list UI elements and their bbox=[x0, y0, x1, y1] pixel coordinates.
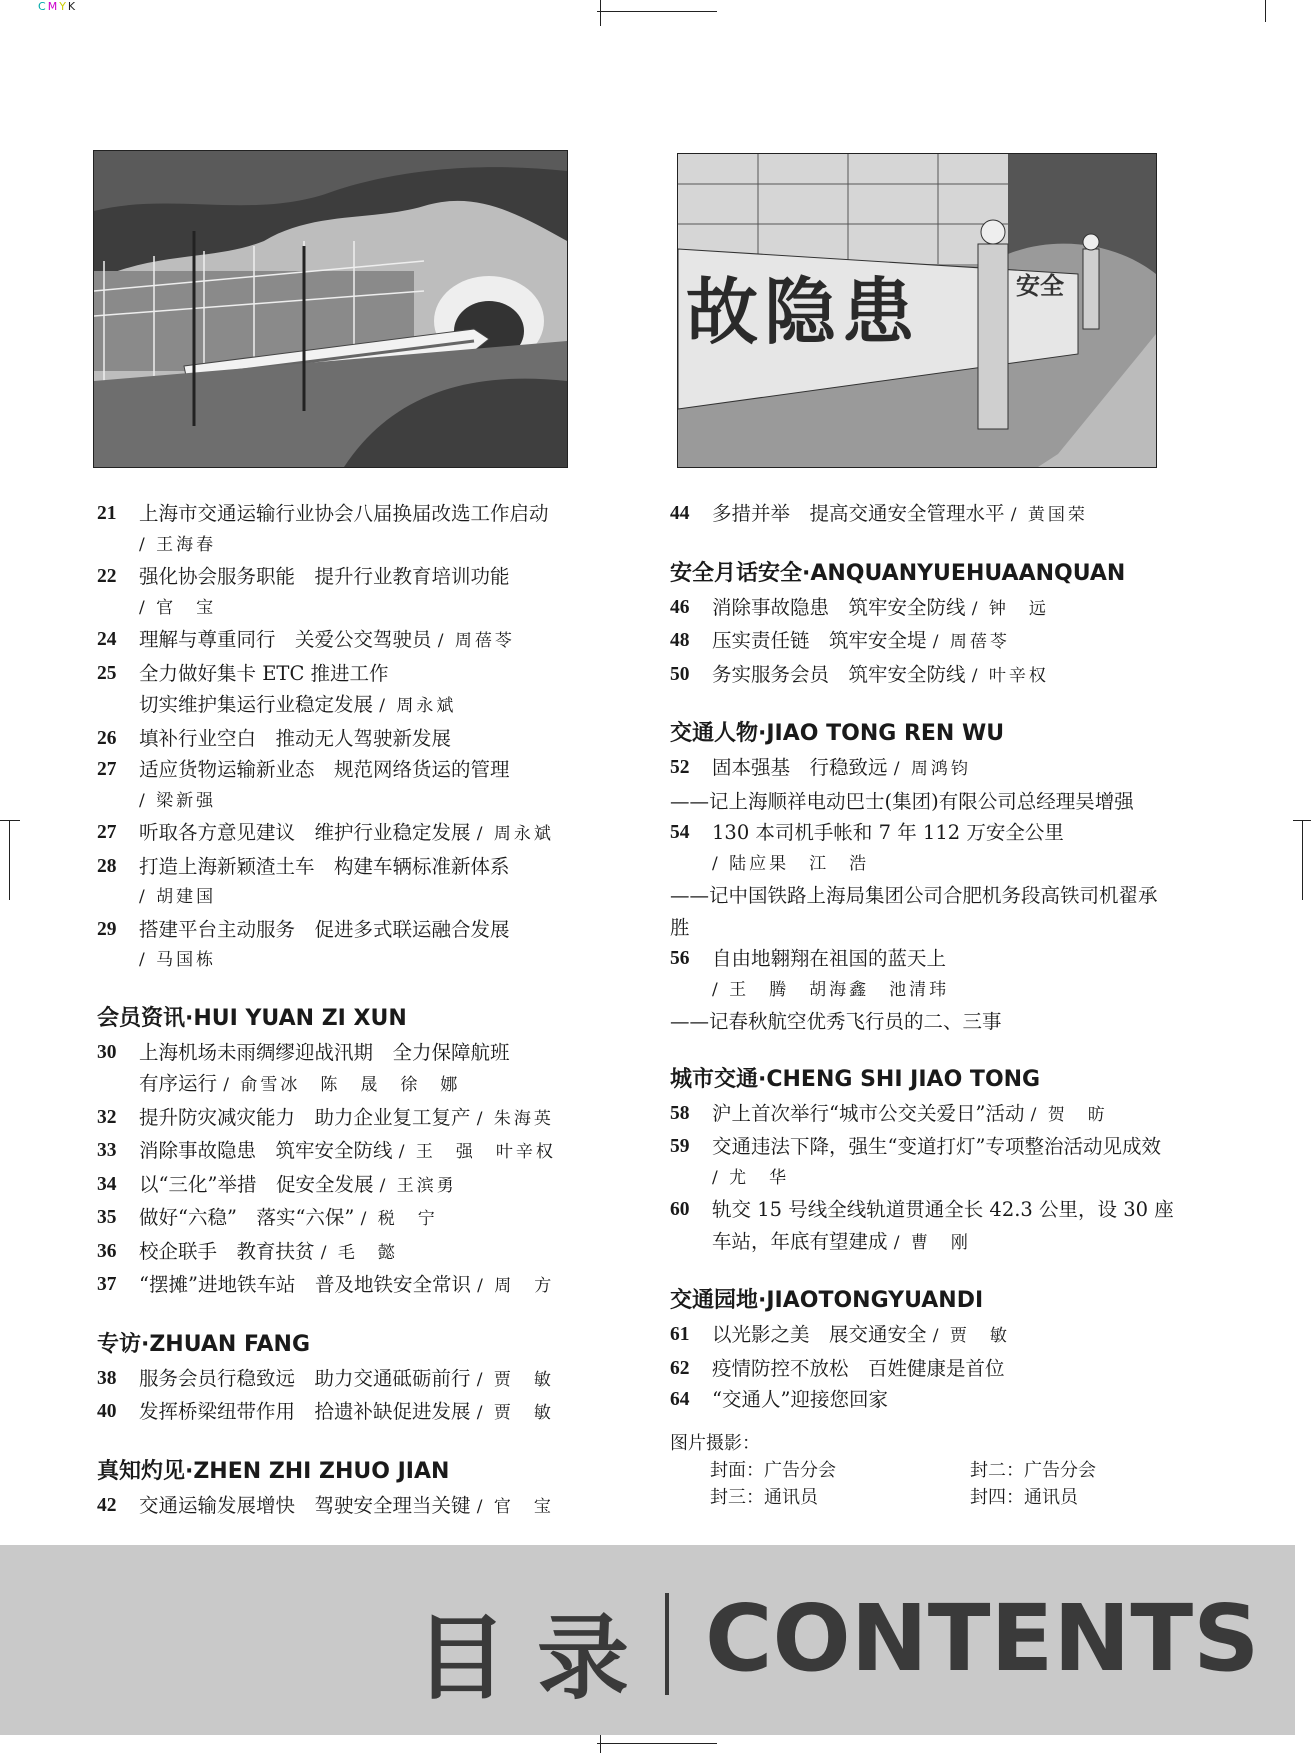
entry-title-text: 提升防灾减灾能力 助力企业复工复产 bbox=[139, 1105, 471, 1129]
entry-body bbox=[139, 1490, 617, 1524]
toc-entry[interactable] bbox=[97, 1037, 617, 1102]
entry-title-text: “交通人”迎接您回家 bbox=[712, 1388, 888, 1411]
toc-entry[interactable] bbox=[97, 1396, 617, 1430]
entry-body bbox=[139, 561, 617, 624]
entry-title-line bbox=[139, 1490, 617, 1524]
page-number: 64 bbox=[670, 1389, 690, 1410]
section-title: 真知灼见·ZHEN ZHI ZHUO JIAN bbox=[97, 1458, 450, 1484]
toc-entry[interactable] bbox=[670, 1194, 1200, 1259]
entry-title-line bbox=[139, 1363, 617, 1397]
entry-body bbox=[139, 817, 617, 851]
page-number: 40 bbox=[97, 1401, 117, 1422]
toc-entry[interactable] bbox=[97, 723, 617, 755]
page-number: 60 bbox=[670, 1199, 690, 1220]
page-number: 25 bbox=[97, 662, 117, 684]
crop-mark bbox=[1302, 820, 1303, 900]
entry-title-line bbox=[139, 1202, 617, 1236]
entry-title-line bbox=[139, 1102, 617, 1136]
train-photo bbox=[93, 150, 568, 468]
toc-entry[interactable] bbox=[97, 851, 617, 914]
entry-title-text: 做好“六稳” 落实“六保” bbox=[139, 1206, 355, 1229]
credit-item: 封二：广告分会 bbox=[970, 1459, 1096, 1481]
page-number: 59 bbox=[670, 1136, 690, 1157]
crop-mark bbox=[9, 820, 10, 900]
entry-title-text: 填补行业空白 推动无人驾驶新发展 bbox=[139, 726, 452, 750]
entry-title-text: 消除事故隐患 筑牢安全防线 bbox=[139, 1139, 393, 1162]
entry-title-line bbox=[712, 1353, 1200, 1385]
entry-title-text: 校企联手 教育扶贫 bbox=[139, 1239, 315, 1263]
photo-credits bbox=[670, 1430, 1200, 1511]
entry-title-text: 打造上海新颖渣土车 构建车辆标准新体系 bbox=[139, 854, 510, 878]
page-number: 56 bbox=[670, 948, 690, 969]
toc-entry[interactable] bbox=[670, 1319, 1200, 1353]
entry-author: / 贾 敏 bbox=[932, 1326, 1010, 1346]
left-column bbox=[97, 498, 617, 1523]
entry-title-text: 以光影之美 展交通安全 bbox=[712, 1323, 927, 1346]
contents-title-en: CONTENTS bbox=[705, 1585, 1260, 1692]
entry-body bbox=[712, 943, 1200, 1006]
page-number: 42 bbox=[97, 1494, 117, 1516]
entry-title-line bbox=[712, 592, 1200, 626]
entry-title-text: 疫情防控不放松 百姓健康是首位 bbox=[712, 1356, 1005, 1380]
page-number: 30 bbox=[97, 1041, 117, 1063]
entry-author: / 税 宁 bbox=[360, 1209, 438, 1229]
crop-mark bbox=[597, 11, 717, 12]
entry-title-text: 理解与尊重同行 关爱公交驾驶员 bbox=[139, 628, 432, 651]
entry-title-line bbox=[139, 1068, 617, 1102]
entry-title-line bbox=[139, 817, 617, 851]
credit-item: 封三：通讯员 bbox=[710, 1486, 818, 1508]
entry-title-line bbox=[139, 1269, 617, 1303]
entry-title-line bbox=[139, 561, 617, 593]
entry-title-line bbox=[712, 1319, 1200, 1353]
page-number: 37 bbox=[97, 1274, 117, 1295]
entry-title-text: 车站，年底有望建成 bbox=[712, 1229, 888, 1253]
crop-mark bbox=[597, 1743, 717, 1744]
entry-title-line bbox=[139, 1037, 617, 1069]
toc-entry[interactable] bbox=[97, 817, 617, 851]
entry-title-text: 务实服务会员 筑牢安全防线 bbox=[712, 662, 966, 686]
toc-entry[interactable] bbox=[97, 1102, 617, 1136]
entry-title-text: 多措并举 提高交通安全管理水平 bbox=[712, 502, 1005, 525]
entry-title-text: 消除事故隐患 筑牢安全防线 bbox=[712, 595, 966, 619]
entry-author: / 贾 敏 bbox=[476, 1369, 554, 1390]
entry-body bbox=[139, 1169, 617, 1203]
section-title: 城市交通·CHENG SHI JIAO TONG bbox=[670, 1066, 1041, 1092]
credits-grid bbox=[670, 1457, 1200, 1511]
page-number: 34 bbox=[97, 1173, 117, 1195]
entry-body bbox=[139, 624, 617, 658]
toc-entry[interactable] bbox=[670, 592, 1200, 626]
entry-author: / 官 宝 bbox=[139, 597, 217, 618]
entry-title-line bbox=[139, 723, 617, 755]
contents-banner bbox=[0, 1545, 1295, 1735]
entry-author: / 周蓓苓 bbox=[932, 632, 1010, 652]
entry-title-text: 上海市交通运输行业协会八届换届改选工作启动 bbox=[139, 502, 549, 525]
entry-title-line bbox=[712, 498, 1200, 532]
entry-body bbox=[712, 1384, 1200, 1416]
entry-author: / 周 方 bbox=[477, 1276, 555, 1296]
entry-title-text: 适应货物运输新业态 规范网络货运的管理 bbox=[139, 758, 510, 781]
entry-body bbox=[712, 625, 1200, 659]
entry-body bbox=[139, 1269, 617, 1303]
entry-body bbox=[712, 498, 1200, 532]
entry-title-line bbox=[712, 817, 1200, 849]
entry-author: / 梁新强 bbox=[139, 790, 217, 811]
toc-entry[interactable] bbox=[97, 1490, 617, 1524]
entry-author: / 王 腾 胡海鑫 池清玮 bbox=[712, 979, 950, 1000]
entry-author: / 叶辛权 bbox=[971, 665, 1049, 686]
entry-title-text: 切实维护集运行业稳定发展 bbox=[139, 693, 374, 716]
entry-author: / 周鸿钧 bbox=[893, 759, 971, 779]
toc-entry[interactable] bbox=[97, 561, 617, 624]
crop-mark bbox=[600, 0, 601, 26]
entry-title-line bbox=[139, 689, 617, 723]
page-number: 36 bbox=[97, 1240, 117, 1262]
toc-entry[interactable] bbox=[97, 624, 617, 658]
entry-title-text: 以“三化”举措 促安全发展 bbox=[139, 1172, 374, 1196]
entry-title-text: 强化协会服务职能 提升行业教育培训功能 bbox=[139, 565, 510, 588]
cmyk-label: CMYK bbox=[38, 0, 78, 13]
entry-title-line bbox=[712, 1226, 1200, 1260]
entry-title-text: “摆摊”进地铁车站 普及地铁安全常识 bbox=[139, 1273, 471, 1296]
page-number: 28 bbox=[97, 855, 117, 877]
credit-item: 封面：广告分会 bbox=[710, 1459, 836, 1481]
page-number: 21 bbox=[97, 503, 117, 524]
entry-title-line bbox=[139, 1236, 617, 1270]
entry-body bbox=[139, 1102, 617, 1136]
entry-title-text: 服务会员行稳致远 助力交通砥砺前行 bbox=[139, 1366, 471, 1390]
entry-body bbox=[139, 498, 617, 561]
entry-body bbox=[139, 1037, 617, 1102]
entry-author: / 俞雪冰 陈 晟 徐 娜 bbox=[223, 1075, 461, 1095]
toc-entry[interactable] bbox=[97, 1202, 617, 1236]
entry-title-line bbox=[712, 1131, 1200, 1163]
entry-body bbox=[712, 1131, 1200, 1194]
entry-title-text: 听取各方意见建议 维护行业稳定发展 bbox=[139, 821, 471, 844]
entry-author: / 朱海英 bbox=[476, 1108, 554, 1129]
entry-title-line bbox=[139, 1396, 617, 1430]
page-number: 29 bbox=[97, 918, 117, 940]
page-number: 44 bbox=[670, 503, 690, 524]
entry-title-text: 轨交 15 号线全线轨道贯通全长 42.3 公里，设 30 座 bbox=[712, 1198, 1174, 1221]
entry-body bbox=[139, 723, 617, 755]
entry-body bbox=[139, 1135, 617, 1169]
entry-body bbox=[712, 1319, 1200, 1353]
entry-title-line bbox=[712, 1098, 1200, 1132]
section-title: 交通人物·JIAO TONG REN WU bbox=[670, 721, 1005, 746]
entry-title-line bbox=[139, 1169, 617, 1203]
entry-body bbox=[139, 1236, 617, 1270]
entry-body bbox=[139, 1396, 617, 1430]
entry-author: / 王滨勇 bbox=[379, 1175, 457, 1196]
entry-title-text: 130 本司机手帐和 7 年 112 万安全公里 bbox=[712, 821, 1064, 844]
page-number: 48 bbox=[670, 630, 690, 651]
page-number: 27 bbox=[97, 822, 117, 843]
entry-title-text: 固本强基 行稳致远 bbox=[712, 756, 888, 779]
toc-entry[interactable] bbox=[97, 658, 617, 723]
entry-title-text: 搭建平台主动服务 促进多式联运融合发展 bbox=[139, 917, 510, 941]
entry-title-text: 沪上首次举行“城市公交关爱日”活动 bbox=[712, 1101, 1025, 1125]
entry-body bbox=[712, 1194, 1200, 1259]
entry-title-text: 交通违法下降，强生“变道打灯”专项整治活动见成效 bbox=[712, 1135, 1161, 1158]
toc-entry[interactable] bbox=[670, 659, 1200, 693]
page-number: 50 bbox=[670, 663, 690, 685]
entry-subtitle: ——记春秋航空优秀飞行员的二、三事 bbox=[670, 1010, 1002, 1033]
entry-title-line bbox=[712, 752, 1200, 786]
entry-title-line bbox=[139, 851, 617, 883]
entry-title-line bbox=[139, 624, 617, 658]
entry-body bbox=[712, 1098, 1200, 1132]
entry-author: / 陆应果 江 浩 bbox=[712, 853, 870, 874]
entry-subtitle: 胜 bbox=[670, 915, 690, 939]
page-number: 24 bbox=[97, 629, 117, 650]
entry-body bbox=[712, 592, 1200, 626]
entry-title-line bbox=[712, 659, 1200, 693]
page-number: 38 bbox=[97, 1367, 117, 1389]
entry-title-line bbox=[139, 1135, 617, 1169]
entry-author: / 毛 懿 bbox=[320, 1242, 398, 1263]
entry-body bbox=[139, 1202, 617, 1236]
toc-entry[interactable] bbox=[670, 1131, 1200, 1194]
page-number: 54 bbox=[670, 822, 690, 843]
entry-author: / 官 宝 bbox=[476, 1496, 554, 1517]
page-number: 62 bbox=[670, 1357, 690, 1379]
toc-entry[interactable] bbox=[97, 1169, 617, 1203]
toc-entry[interactable] bbox=[670, 1098, 1200, 1132]
entry-title-text: 有序运行 bbox=[139, 1072, 218, 1095]
entry-author: / 黄国荣 bbox=[1010, 505, 1088, 525]
toc-entry[interactable] bbox=[97, 1236, 617, 1270]
page-number: 26 bbox=[97, 727, 117, 749]
toc-entry[interactable] bbox=[670, 498, 1200, 532]
right-column bbox=[670, 498, 1200, 1511]
entry-title-line bbox=[139, 498, 617, 530]
entry-author: / 贺 昉 bbox=[1030, 1104, 1108, 1125]
entry-author: / 钟 远 bbox=[971, 598, 1049, 619]
page-number: 22 bbox=[97, 566, 117, 587]
toc-entry[interactable] bbox=[670, 817, 1200, 880]
toc-entry[interactable] bbox=[97, 754, 617, 817]
section-title: 安全月话安全·ANQUANYUEHUAANQUAN bbox=[670, 560, 1126, 586]
credits-label: 图片摄影： bbox=[670, 1432, 760, 1454]
entry-author: / 胡建国 bbox=[139, 887, 217, 907]
entry-body bbox=[139, 1363, 617, 1397]
entry-author: / 王海春 bbox=[139, 534, 217, 555]
entry-body bbox=[712, 817, 1200, 880]
entry-subtitle: ——记中国铁路上海局集团公司合肥机务段高铁司机翟承 bbox=[670, 884, 1158, 907]
entry-author: / 贾 敏 bbox=[476, 1403, 554, 1423]
toc-entry[interactable] bbox=[670, 1384, 1200, 1416]
entry-body bbox=[139, 851, 617, 914]
entry-title-text: 发挥桥梁纽带作用 拾遗补缺促进发展 bbox=[139, 1400, 471, 1423]
toc-entry[interactable] bbox=[670, 1353, 1200, 1385]
entry-author: / 王 强 叶辛权 bbox=[398, 1142, 556, 1162]
page-number: 61 bbox=[670, 1324, 690, 1345]
entry-body bbox=[712, 659, 1200, 693]
entry-title-text: 自由地翱翔在祖国的蓝天上 bbox=[712, 947, 947, 970]
toc-entry[interactable] bbox=[97, 1269, 617, 1303]
toc-entry[interactable] bbox=[97, 914, 617, 977]
entry-body bbox=[139, 754, 617, 817]
entry-title-text: 上海机场未雨绸缪迎战汛期 全力保障航班 bbox=[139, 1040, 510, 1064]
section-title: 会员资讯·HUI YUAN ZI XUN bbox=[97, 1005, 407, 1031]
entry-body bbox=[139, 658, 617, 723]
entry-author: / 曹 刚 bbox=[893, 1232, 971, 1253]
entry-body bbox=[712, 752, 1200, 786]
section-title: 专访·ZHUAN FANG bbox=[97, 1331, 311, 1357]
entry-title-text: 压实责任链 筑牢安全堤 bbox=[712, 629, 927, 652]
entry-author: / 周蓓苓 bbox=[437, 631, 515, 651]
entry-title-line bbox=[139, 914, 617, 946]
contents-title-cn: 目录 bbox=[415, 1605, 660, 1712]
page-number: 46 bbox=[670, 596, 690, 618]
page-number: 32 bbox=[97, 1106, 117, 1128]
page-number: 33 bbox=[97, 1140, 117, 1161]
toc-entry[interactable] bbox=[97, 1363, 617, 1397]
entry-author: / 周永斌 bbox=[476, 824, 554, 844]
entry-title-line bbox=[712, 1194, 1200, 1226]
safety-banner-photo bbox=[677, 153, 1157, 468]
entry-author: / 尤 华 bbox=[712, 1167, 790, 1188]
page-number: 27 bbox=[97, 759, 117, 780]
toc-entry[interactable] bbox=[97, 498, 617, 561]
page-number: 52 bbox=[670, 757, 690, 778]
crop-mark bbox=[0, 820, 20, 821]
toc-entry[interactable] bbox=[670, 625, 1200, 659]
entry-body bbox=[712, 1353, 1200, 1385]
banner-small-text: 安全 bbox=[1016, 272, 1064, 300]
crop-mark bbox=[600, 1735, 601, 1753]
entry-author: / 周永斌 bbox=[379, 696, 457, 716]
banner-text: 故隐患 bbox=[686, 270, 921, 354]
entry-title-line bbox=[712, 943, 1200, 975]
toc-entry[interactable] bbox=[670, 752, 1200, 786]
section-title: 交通园地·JIAOTONGYUANDI bbox=[670, 1288, 984, 1313]
entry-subtitle: ——记上海顺祥电动巴士(集团)有限公司总经理吴增强 bbox=[670, 789, 1134, 813]
entry-title-line bbox=[712, 625, 1200, 659]
toc-entry[interactable] bbox=[97, 1135, 617, 1169]
toc-entry[interactable] bbox=[670, 943, 1200, 1006]
entry-title-line bbox=[139, 658, 617, 690]
entry-body bbox=[139, 914, 617, 977]
entry-title-text: 全力做好集卡 ETC 推进工作 bbox=[139, 661, 389, 685]
title-divider bbox=[665, 1593, 669, 1695]
entry-title-text: 交通运输发展增快 驾驶安全理当关键 bbox=[139, 1493, 471, 1517]
page-number: 35 bbox=[97, 1207, 117, 1228]
page-number: 58 bbox=[670, 1102, 690, 1124]
entry-title-line bbox=[139, 754, 617, 786]
crop-mark bbox=[1265, 0, 1266, 22]
entry-title-line bbox=[712, 1384, 1200, 1416]
credit-item: 封四：通讯员 bbox=[970, 1486, 1078, 1508]
entry-author: / 马国栋 bbox=[139, 950, 217, 970]
